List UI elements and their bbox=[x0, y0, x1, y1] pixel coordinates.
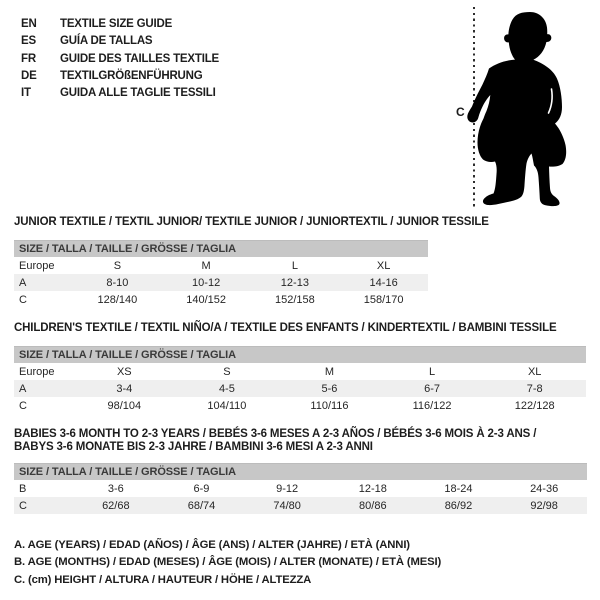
size-value: 116/122 bbox=[412, 399, 452, 412]
size-value: 14-16 bbox=[339, 274, 428, 291]
language-title: TEXTILGRÖßENFÜHRUNG bbox=[60, 69, 203, 82]
language-row bbox=[21, 85, 219, 102]
language-code: EN bbox=[21, 18, 37, 30]
size-value: 8-10 bbox=[73, 274, 162, 291]
language-row bbox=[21, 33, 219, 50]
language-title: GUIDE DES TAILLES TEXTILE bbox=[60, 52, 219, 65]
size-header: SIZE / TALLA / TAILLE / GRÖSSE / TAGLIA bbox=[14, 464, 587, 481]
size-value: 86/92 bbox=[416, 497, 502, 514]
language-code: DE bbox=[21, 69, 37, 82]
size-header-row bbox=[14, 347, 586, 364]
size-value: 74/80 bbox=[244, 497, 330, 514]
size-value: 12-13 bbox=[251, 274, 340, 291]
table-row bbox=[14, 497, 587, 514]
footnotes bbox=[14, 537, 441, 589]
language-code: ES bbox=[21, 35, 36, 48]
size-value: 4-5 bbox=[176, 380, 279, 397]
size-value: 92/98 bbox=[501, 497, 587, 514]
size-value: 7-8 bbox=[483, 380, 586, 397]
footnote-line: C. (cm) HEIGHT / ALTURA / HAUTEUR / HÖHE / ALTEZZA bbox=[14, 573, 312, 586]
size-value: S bbox=[223, 365, 231, 378]
size-value: 62/68 bbox=[73, 497, 159, 514]
size-header: SIZE / TALLA / TAILLE / GRÖSSE / TAGLIA bbox=[14, 347, 586, 364]
section-title: CHILDREN'S TEXTILE / TEXTIL NIÑO/A / TEXTILE DES ENFANTS / KINDERTEXTIL / BAMBINI TESSILE bbox=[14, 322, 557, 334]
size-value: XL bbox=[527, 365, 542, 378]
size-value: 122/128 bbox=[514, 399, 555, 412]
size-value: L bbox=[291, 259, 298, 272]
size-value: M bbox=[201, 259, 211, 272]
size-value: 98/104 bbox=[107, 399, 142, 412]
size-tables-area bbox=[14, 216, 592, 514]
size-value: 104/110 bbox=[207, 399, 247, 412]
size-value: 6-9 bbox=[193, 482, 210, 495]
language-code: FR bbox=[21, 52, 36, 65]
size-value: 9-12 bbox=[276, 482, 299, 495]
language-title-list bbox=[21, 16, 219, 102]
size-value: 68/74 bbox=[159, 497, 245, 514]
row-label: Europe bbox=[19, 365, 55, 378]
size-value: 12-18 bbox=[358, 482, 387, 495]
language-row bbox=[21, 16, 219, 33]
size-value: 18-24 bbox=[444, 482, 473, 495]
size-value: 152/158 bbox=[274, 293, 315, 306]
size-value: 10-12 bbox=[162, 274, 251, 291]
size-header-row bbox=[14, 241, 428, 258]
language-row bbox=[21, 68, 219, 85]
size-table bbox=[14, 346, 586, 414]
section-title: BABYS 3-6 MONATE BIS 2-3 JAHRE / BAMBINI 3-6 MESI A 2-3 ANNI bbox=[14, 441, 373, 453]
table-row bbox=[14, 291, 428, 308]
table-row bbox=[14, 480, 587, 497]
language-row bbox=[21, 51, 219, 68]
size-value: M bbox=[324, 365, 335, 378]
section-title: BABIES 3-6 MONTH TO 2-3 YEARS / BEBÉS 3-6 MESES A 2-3 AÑOS / BÉBÉS 3-6 MOIS À 2-3 ANS / bbox=[14, 428, 537, 440]
language-title: TEXTILE SIZE GUIDE bbox=[60, 18, 173, 30]
language-title: GUIDA ALLE TAGLIE TESSILI bbox=[60, 87, 216, 100]
size-value: S bbox=[113, 259, 122, 272]
row-label: C bbox=[19, 399, 27, 412]
size-value: 140/152 bbox=[186, 293, 226, 306]
row-label: C bbox=[19, 293, 27, 306]
row-label: A bbox=[14, 274, 73, 291]
row-label: A bbox=[14, 380, 73, 397]
size-section bbox=[14, 428, 592, 514]
size-value: 110/116 bbox=[310, 399, 349, 412]
row-label: B bbox=[19, 482, 27, 495]
size-header: SIZE / TALLA / TAILLE / GRÖSSE / TAGLIA bbox=[14, 241, 428, 258]
size-header-row bbox=[14, 464, 587, 481]
section-title: JUNIOR TEXTILE / TEXTIL JUNIOR/ TEXTILE JUNIOR / JUNIORTEXTIL / JUNIOR TESSILE bbox=[14, 216, 489, 228]
size-section bbox=[14, 322, 592, 414]
size-table bbox=[14, 463, 587, 514]
table-row bbox=[14, 363, 586, 380]
table-row bbox=[14, 274, 428, 291]
size-section bbox=[14, 216, 592, 308]
table-row bbox=[14, 380, 586, 397]
baby-silhouette-icon bbox=[455, 5, 585, 215]
size-value: L bbox=[429, 365, 436, 378]
language-code: IT bbox=[21, 87, 31, 100]
row-label: Europe bbox=[19, 259, 55, 272]
size-value: XS bbox=[116, 365, 132, 378]
height-measure-label: C bbox=[456, 105, 465, 119]
size-value: XL bbox=[376, 259, 391, 272]
size-value: 24-36 bbox=[530, 482, 559, 495]
table-row bbox=[14, 257, 428, 274]
size-value: 3-4 bbox=[73, 380, 176, 397]
table-row bbox=[14, 397, 586, 414]
size-value: 80/86 bbox=[330, 497, 416, 514]
footnote-line: A. AGE (YEARS) / EDAD (AÑOS) / ÂGE (ANS) / ALTER (JAHRE) / ETÀ (ANNI) bbox=[14, 539, 410, 551]
footnote-line: B. AGE (MONTHS) / EDAD (MESES) / ÂGE (MOIS) / ALTER (MONATE) / ETÀ (MESI) bbox=[14, 556, 442, 569]
size-value: 5-6 bbox=[278, 380, 381, 397]
size-value: 158/170 bbox=[363, 293, 404, 306]
size-value: 3-6 bbox=[107, 482, 124, 495]
size-value: 128/140 bbox=[97, 293, 138, 306]
language-title: GUÍA DE TALLAS bbox=[60, 35, 153, 48]
row-label: C bbox=[14, 497, 73, 514]
size-table bbox=[14, 240, 428, 308]
size-value: 6-7 bbox=[381, 380, 484, 397]
